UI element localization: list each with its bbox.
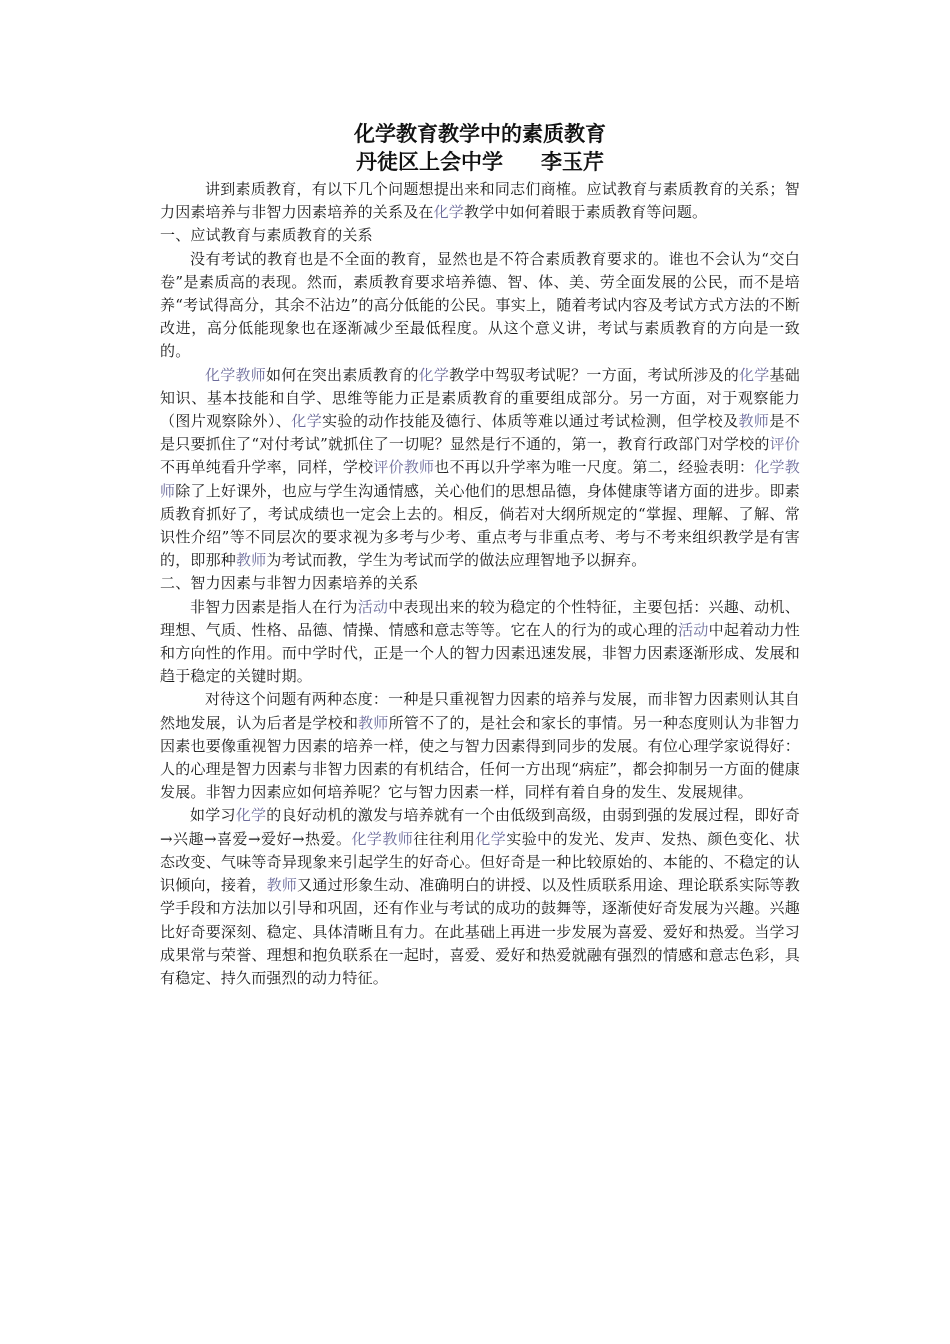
paragraph-text: 为考试而教，学生为考试而学的做法应理智地予以摒弃。 xyxy=(266,551,647,570)
byline-author: 李玉芹 xyxy=(541,150,604,174)
paragraph-text: 一、应试教育与素质教育的关系 xyxy=(160,226,373,245)
paragraph-text: 教学中如何着眼于素质教育等问题。 xyxy=(464,203,708,222)
paragraph xyxy=(160,804,800,990)
paragraph-text: 非智力因素是指人在行为 xyxy=(190,597,358,616)
paragraph-text: 中表现出来的较为稳定的个性特征，主要包括：兴趣、动机、理想、气质、性格、品德、情操、情感和意志等等。它在人的行为的或心理的 xyxy=(160,597,801,639)
keyword-link[interactable]: 教师 xyxy=(358,713,389,732)
keyword-link[interactable]: 教师 xyxy=(738,412,770,431)
paragraph-text: 往往利用 xyxy=(413,829,476,848)
paragraph-text: 没有考试的教育也是不全面的教育，显然也是不符合素质教育要求的。谁也不会认为“交白卷”是素质高的表现。然而，素质教育要求培养德、智、体、美、劳全面发展的公民，而不是培养“考试得高分，其余不沾边”的高分低能的公民。事实上，随着考试内容及考试方式方法的不断改进，高分低能现象也在逐渐减少至最低程度。从这个意义讲，考试与素质教育的方向是一致的。 xyxy=(160,249,800,361)
keyword-link[interactable]: 活动 xyxy=(678,620,709,639)
paragraph-text: 如何在突出素质教育的 xyxy=(266,365,419,384)
keyword-link[interactable]: 化学教师 xyxy=(205,365,267,384)
keyword-link[interactable]: 化学 xyxy=(235,806,267,825)
keyword-link[interactable]: 化学 xyxy=(418,365,450,384)
paragraph-text: 对待这个问题有两种态度：一种是只重视智力因素的培养与发展，而非智力因素则认其自然地发展，认为后者是学校和 xyxy=(160,690,800,732)
paragraph-text: 所管不了的，是社会和家长的事情。另一种态度则认为非智力因素也要像重视智力因素的培养一样，使之与智力因素得到同步的发展。有位心理学家说得好：人的心理是智力因素与非智力因素的有机结合，任何一方出现“病症”，都会抑制另一方面的健康发展。非智力因素应如何培养呢？它与智力因素一样，同样有着自身的发生、发展规律。 xyxy=(160,713,800,802)
keyword-link[interactable]: 教师 xyxy=(236,551,267,570)
keyword-link[interactable]: 化学教师 xyxy=(160,458,800,500)
paragraph-text: 是不是只要抓住了“对付考试”就抓住了一切呢？显然是行不通的，第一，教育行政部门对学校的 xyxy=(160,412,800,454)
paragraph-text: 教学中驾驭考试呢？一方面，考试所涉及的 xyxy=(449,365,739,384)
paragraph-text: 实验的动作技能及德行、体质等难以通过考试检测，但学校及 xyxy=(322,412,739,431)
keyword-link[interactable]: 评价教师 xyxy=(373,458,435,477)
paragraph-text: 除了上好课外，也应与学生沟通情感，关心他们的思想品德，身体健康等诸方面的进步。即素质教育抓好了，考试成绩也一定会上去的。相反，倘若对大纲所规定的“掌握、理解、了解、常识性介绍”等不同层次的要求视为多考与少考、重点考与非重点考、考与不考来组织教学是有害的，即那种 xyxy=(160,481,800,570)
paragraph xyxy=(160,248,800,364)
keyword-link[interactable]: 化学 xyxy=(475,829,507,848)
document-byline xyxy=(160,148,800,176)
keyword-link[interactable]: 活动 xyxy=(357,597,389,616)
paragraph xyxy=(160,688,800,804)
document-body xyxy=(160,178,800,990)
paragraph xyxy=(160,364,800,573)
document-page xyxy=(160,120,800,990)
paragraph-text: 基础知识、基本技能和自学、思维等能力正是素质教育的重要组成部分。另一方面，对于观察能力（图片观察除外）、 xyxy=(160,365,800,431)
keyword-link[interactable]: 化学 xyxy=(291,412,323,431)
keyword-link[interactable]: 评价 xyxy=(769,435,801,454)
paragraph-text: 不再单纯看升学率，同样，学校 xyxy=(160,458,374,477)
paragraph xyxy=(160,178,800,224)
paragraph-text: 实验中的发光、发声、发热、颜色变化、状态改变、气味等奇异现象来引起学生的好奇心。但好奇是一种比较原始的、本能的、不稳定的认识倾向，接着， xyxy=(160,829,800,895)
section-heading xyxy=(160,224,800,247)
document-title: 化学教育教学中的素质教育 xyxy=(354,122,606,146)
paragraph-text: 也不再以升学率为唯一尺度。第二，经验表明： xyxy=(434,458,755,477)
paragraph xyxy=(160,596,800,689)
keyword-link[interactable]: 化学教师 xyxy=(351,829,414,848)
byline-school: 丹徒区上会中学 xyxy=(356,150,503,174)
paragraph-text: 又通过形象生动、准确明白的讲授、以及性质联系用途、理论联系实际等教学手段和方法加以引导和巩固，还有作业与考试的成功的鼓舞等，逐渐使好奇发展为兴趣。兴趣比好奇要深刻、稳定、具体清晰且有力。在此基础上再进一步发展为喜爱、爱好和热爱。当学习成果常与荣誉、理想和抱负联系在一起时，喜爱、爱好和热爱就融有强烈的情感和意志色彩，具有稳定、持久而强烈的动力特征。 xyxy=(160,876,800,987)
paragraph-text: 中起着动力性和方向性的作用。而中学时代，正是一个人的智力因素迅速发展，非智力因素逐渐形成、发展和趋于稳定的关键时期。 xyxy=(160,620,801,686)
keyword-link[interactable]: 化学 xyxy=(739,365,770,384)
section-heading xyxy=(160,572,800,595)
paragraph-text: 的良好动机的激发与培养就有一个由低级到高级，由弱到强的发展过程，即好奇→兴趣→喜爱→爱好→热爱。 xyxy=(160,806,801,848)
keyword-link[interactable]: 化学 xyxy=(433,203,465,222)
keyword-link[interactable]: 教师 xyxy=(266,876,298,895)
paragraph-text: 如学习 xyxy=(190,806,236,825)
paragraph-text: 讲到素质教育，有以下几个问题想提出来和同志们商榷。应试教育与素质教育的关系；智力因素培养与非智力因素培养的关系及在 xyxy=(160,180,800,222)
paragraph-text: 二、智力因素与非智力因素培养的关系 xyxy=(160,574,419,593)
